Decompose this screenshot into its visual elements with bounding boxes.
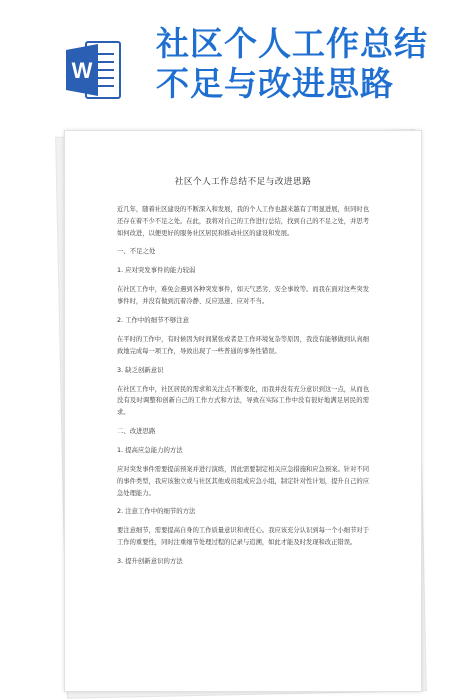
document-body (117, 175, 369, 575)
document-page (64, 130, 422, 692)
subheading: 2. 工作中的细节不够注意 (117, 315, 190, 324)
intro-paragraph: 近几年，随着社区建设的不断深入和发展，我的个人工作也越来越有了明显进展，但同时也还存在着不少不足之处。在此，我将对自己的工作进行总结，找到自己的不足之处，并思考如何改进，以便更好的服务社区居民和推动社区的建设和发展。 (117, 206, 369, 237)
paragraph: 应对突发事件需要提前预案并进行演练，因此需要制定相关应急措施和应急预案。针对不同的事件类型，我应该独立或与社区其他成员组成应急小组，制定针对性计划，提升自己的应急处理能力。 (117, 465, 369, 497)
subheading: 3. 提升创新意识的方法 (117, 556, 183, 565)
header-banner (0, 0, 474, 118)
document-title: 社区个人工作总结不足与改进思路 (174, 177, 312, 187)
banner-title-line-1: 社区个人工作总结 (156, 24, 428, 63)
section-heading-1: 一、不足之处 (117, 247, 156, 256)
subheading: 1. 提高应急能力的方法 (117, 445, 183, 454)
subheading: 3. 缺乏创新意识 (117, 365, 164, 374)
paragraph: 在社区工作中，社区居民的需求和关注点不断变化，而我并没有充分意识到这一点，从而也没有及时调整和创新自己的工作方式和方法，导致在实际工作中没有很好地满足居民的需求。 (117, 385, 369, 417)
paragraph: 在社区工作中，难免会遇到各种突发事件，如天气恶劣、安全事故等。而我在面对这些突发事件时，并没有做到沉着冷静、反应迅速、应对不当。 (117, 286, 369, 306)
section-heading-2: 二、改进思路 (117, 426, 156, 435)
paragraph: 在平时的工作中，有时候因为时间紧张或者是工作环境复杂等原因，我没有能够做到认真细致地完成每一项工作，导致出现了一些普通的事务性错误。 (117, 335, 369, 355)
subheading: 2. 注意工作中的细节的方法 (117, 507, 196, 516)
paragraph: 要注意细节，需要提高自身的工作质量意识和责任心。我应该充分认识到每一个小细节对于工作的重要性，同时注重细节处理过程的记录与追溯，如此才能及时发现和改正错误。 (117, 527, 369, 547)
banner-title-line-2: 不足与改进思路 (156, 64, 394, 103)
word-document-icon (64, 38, 122, 102)
subheading: 1. 应对突发事件的能力较弱 (117, 266, 196, 275)
svg-text:W: W (71, 58, 93, 83)
